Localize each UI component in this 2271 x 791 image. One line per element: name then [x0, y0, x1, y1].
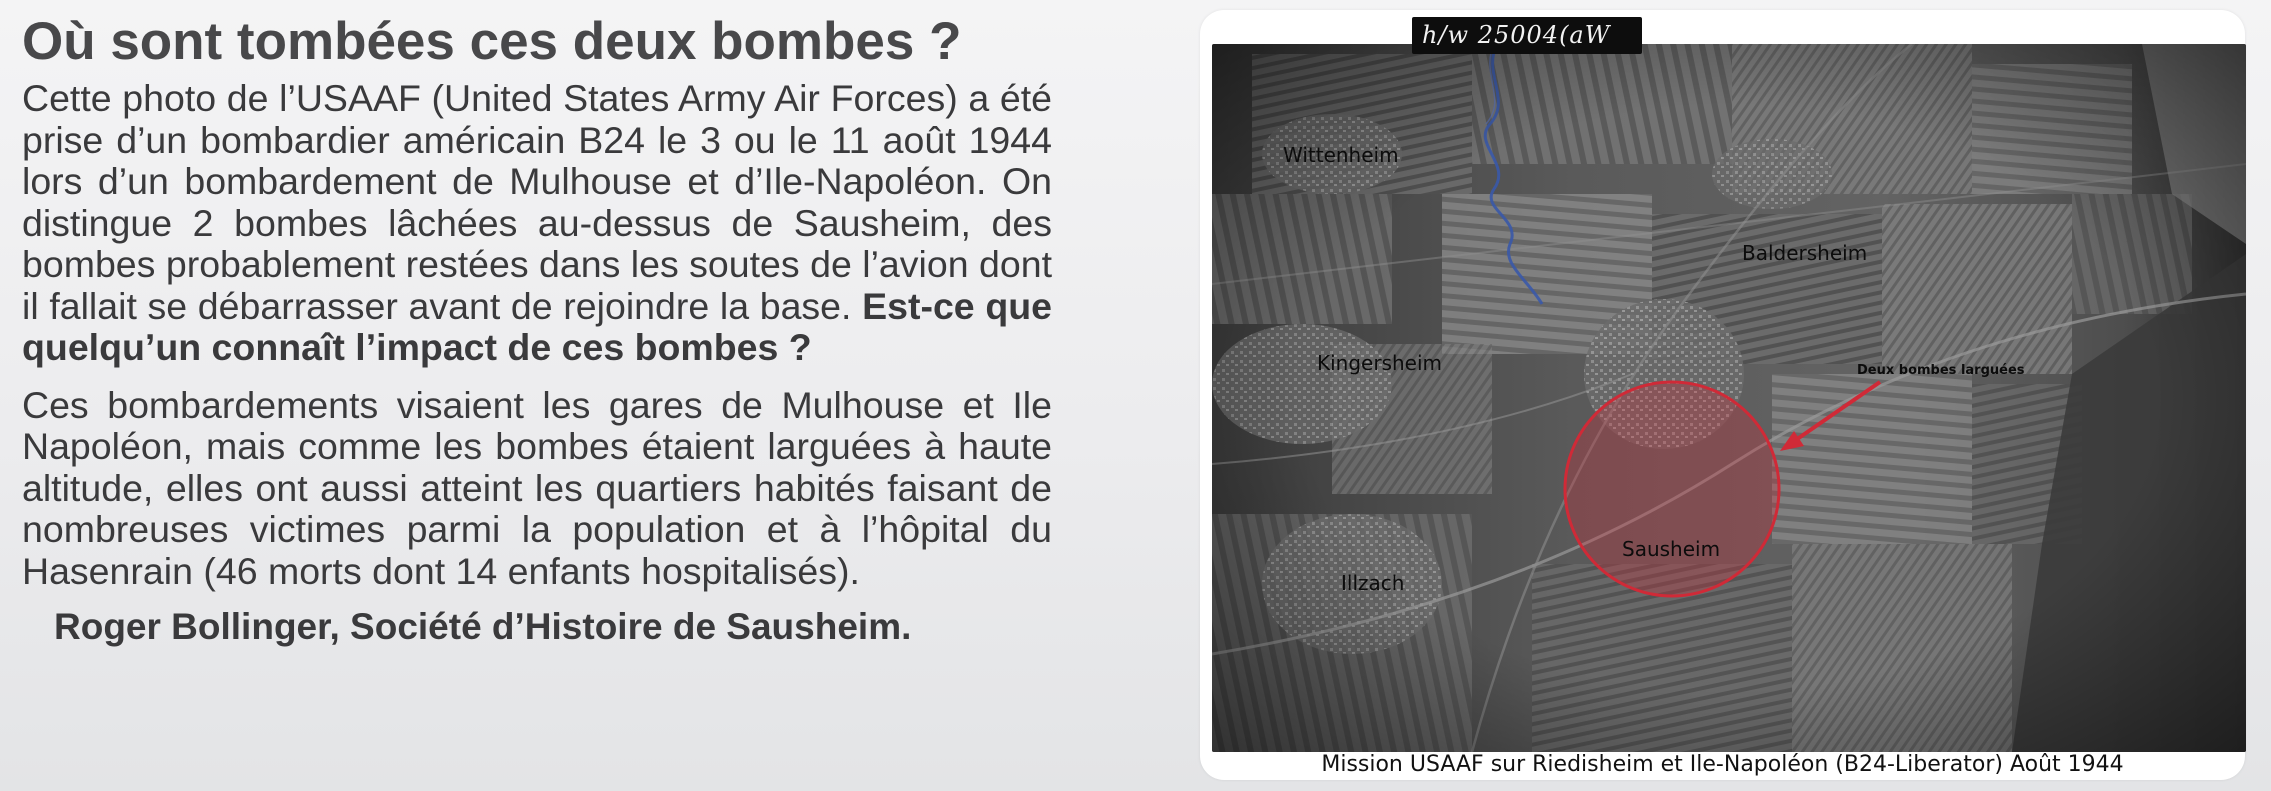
- photo-caption: Mission USAAF sur Riedisheim et Ile-Napoléon (B24-Liberator) Août 1944: [1321, 752, 2124, 777]
- article-paragraph-1: [22, 78, 1052, 369]
- film-code: h/w 25004(aW: [1422, 21, 1611, 49]
- paragraph-1-text: Cette photo de l’USAAF (United States Army Air Forces) a été prise d’un bombardier américain B24 le 3 ou le 11 août 1944 lors d’un bombardement de Mulhouse et d’Ile-Napoléon. On distingue 2 bombes lâchées au-dessus de Sausheim, des bombes probablement restées dans les soutes de l’avion dont il fallait se débarrasser avant de rejoindre la base.: [22, 77, 1052, 327]
- label-kingersheim: Kingersheim: [1317, 351, 1443, 375]
- article-column: [22, 6, 1052, 648]
- article-paragraph-2: Ces bombardements visaient les gares de Mulhouse et Ile Napoléon, mais comme les bombes étaient larguées à haute altitude, elles ont aussi atteint les quartiers habités faisant de nombreuses victimes parmi la population et à l’hôpital du Hasenrain (46 morts dont 14 enfants hospitalisés).: [22, 383, 1052, 592]
- label-illzach: Illzach: [1341, 571, 1405, 595]
- label-bombs-callout: Deux bombes larguées: [1857, 363, 2025, 378]
- paragraph-1-question: Est-ce que quelqu’un connaît l’impact de ces bombes ?: [22, 284, 1052, 368]
- article-signature: Roger Bollinger, Société d’Histoire de Sausheim.: [54, 606, 912, 647]
- label-wittenheim: Wittenheim: [1283, 143, 1399, 167]
- label-sausheim: Sausheim: [1622, 537, 1721, 561]
- label-baldersheim: Baldersheim: [1742, 241, 1868, 265]
- article-title: Où sont tombées ces deux bombes ?: [22, 12, 962, 71]
